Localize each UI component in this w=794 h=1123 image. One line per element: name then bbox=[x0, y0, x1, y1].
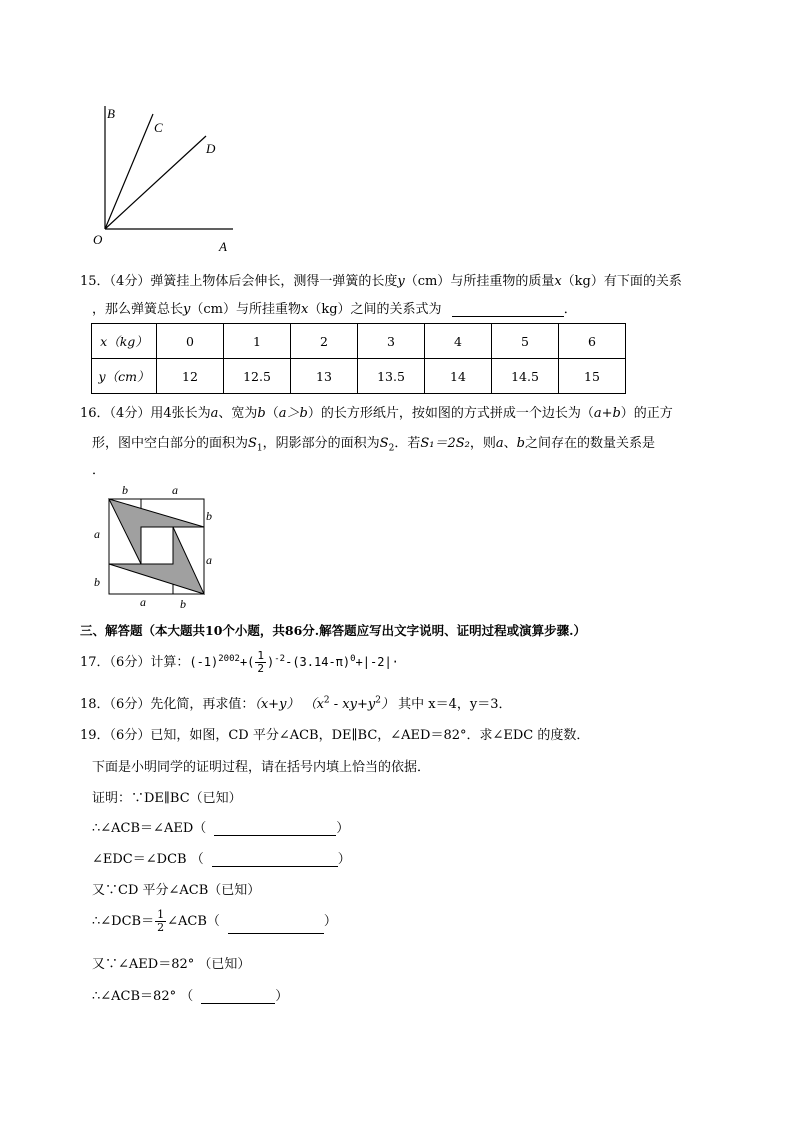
q16-line3: ． bbox=[92, 463, 106, 478]
q16-equation: S₁＝2S₂ bbox=[420, 436, 470, 451]
q19-score: （6分） bbox=[109, 728, 151, 743]
q16-text: （ bbox=[265, 406, 279, 421]
table-row-x bbox=[92, 324, 626, 359]
table-row-y bbox=[92, 359, 626, 394]
var-a: a bbox=[210, 406, 219, 421]
x-cell: 1 bbox=[224, 324, 291, 359]
term-minus-one: (-1) bbox=[189, 655, 219, 669]
q16-text: ．若 bbox=[394, 436, 421, 451]
var-y: y bbox=[183, 302, 191, 317]
var-x: x bbox=[554, 274, 562, 289]
q16-text: 、 bbox=[503, 436, 517, 451]
sub-1: 1 bbox=[256, 443, 263, 454]
q15-text: 弹簧挂上物体后会伸长，测得一弹簧的长度 bbox=[150, 274, 398, 289]
x-cell: 2 bbox=[291, 324, 358, 359]
unit-cm: （cm） bbox=[404, 274, 451, 289]
label-c: C bbox=[154, 120, 163, 135]
q15-period: ． bbox=[563, 302, 577, 317]
label-b: B bbox=[107, 106, 115, 121]
proof-step-2 bbox=[92, 817, 349, 836]
q18-factor2: - xy+y bbox=[329, 697, 376, 712]
sub-2: 2 bbox=[388, 443, 395, 454]
proof-step-6: 又∵∠AED＝82° （已知） bbox=[92, 957, 251, 972]
proof-text: ∴∠ACB＝∠AED（ bbox=[92, 821, 207, 836]
q17-expression bbox=[189, 649, 399, 675]
q18-factor2: （x bbox=[303, 697, 324, 712]
q18 bbox=[80, 693, 511, 712]
ray-oc bbox=[105, 114, 153, 229]
y-cell: 13 bbox=[291, 359, 358, 394]
q18-factor1: （x+y） bbox=[254, 697, 300, 712]
label-left-a: a bbox=[94, 527, 100, 541]
exp-2002: 2002 bbox=[218, 654, 240, 664]
reason-blank-2[interactable] bbox=[212, 852, 338, 867]
label-bottom-a: a bbox=[140, 595, 146, 609]
paren-close: ） bbox=[275, 989, 289, 1004]
q19-text: 已知，如图，CD 平分∠ACB，DE∥BC，∠AED＝82°．求∠EDC 的度数． bbox=[150, 728, 590, 743]
angle-figure bbox=[88, 100, 248, 258]
frac-den: 2 bbox=[157, 921, 165, 934]
sup-2: 2 bbox=[323, 695, 330, 706]
reason-blank-1[interactable] bbox=[214, 821, 336, 836]
q16-line1 bbox=[80, 402, 673, 421]
label-right-b: b bbox=[206, 509, 212, 523]
label-o: O bbox=[93, 232, 103, 247]
unit-cm: （cm） bbox=[190, 302, 236, 317]
shaded-region-bottom bbox=[109, 527, 204, 594]
proof-text: ∴∠ACB＝82° （ bbox=[92, 989, 194, 1004]
q18-text: 先化简，再求值： bbox=[150, 697, 255, 712]
q16-text: 之间存在的数量关系是 bbox=[524, 436, 655, 451]
q16-text: ，则 bbox=[469, 436, 496, 451]
x-cell: 6 bbox=[559, 324, 626, 359]
shaded-region-top bbox=[109, 499, 204, 564]
proof-step-5 bbox=[92, 909, 337, 934]
q18-factor2: ） bbox=[380, 697, 394, 712]
unit-kg: （kg） bbox=[308, 302, 351, 317]
q17-score: （6分） bbox=[109, 655, 151, 670]
q18-number: 18． bbox=[80, 697, 110, 712]
var-x: x bbox=[301, 302, 309, 317]
var-y: y bbox=[397, 274, 405, 289]
unit-kg: （kg） bbox=[561, 274, 604, 289]
fraction-half bbox=[155, 909, 166, 934]
exp-0: 0 bbox=[350, 654, 356, 664]
var-s2: S bbox=[379, 436, 389, 451]
exp-minus-2: -2 bbox=[274, 654, 286, 664]
y-cell: 12.5 bbox=[224, 359, 291, 394]
frac-num: 1 bbox=[257, 649, 265, 662]
label-bottom-b: b bbox=[180, 597, 186, 611]
q16-side: a+b bbox=[593, 406, 621, 421]
proof-text: ∠ACB（ bbox=[167, 914, 220, 929]
q16-text: 、宽为 bbox=[218, 406, 258, 421]
x-cell: 0 bbox=[157, 324, 224, 359]
row-label-y: y（cm） bbox=[92, 359, 157, 394]
proof-text: ∠EDC＝∠DCB （ bbox=[92, 852, 204, 867]
row-label-x: x（kg） bbox=[92, 324, 157, 359]
q17-text: 计算： bbox=[150, 655, 190, 670]
q15-number: 15． bbox=[80, 274, 110, 289]
q15-table bbox=[91, 323, 626, 394]
q16-score: （4分） bbox=[109, 406, 151, 421]
proof-step-4: 又∵CD 平分∠ACB（已知） bbox=[92, 883, 261, 898]
q16-text: 形，图中空白部分的面积为 bbox=[92, 436, 249, 451]
term-abs: +|-2|· bbox=[355, 655, 399, 669]
square-figure bbox=[88, 482, 220, 612]
q15-line2 bbox=[92, 298, 577, 317]
q18-condition: 其中 x＝4，y＝3． bbox=[398, 697, 512, 712]
proof-step-7 bbox=[92, 985, 288, 1004]
q18-score: （6分） bbox=[109, 697, 151, 712]
q15-text: 与所挂重物 bbox=[235, 302, 301, 317]
label-a: A bbox=[219, 239, 227, 254]
proof-step-3 bbox=[92, 848, 351, 867]
q16-text: 用4张长为 bbox=[150, 406, 211, 421]
q16-text: ）的长方形纸片，按如图的方式拼成一个边长为（ bbox=[307, 406, 594, 421]
var-b: b bbox=[257, 406, 266, 421]
term-plus: +( bbox=[239, 655, 255, 669]
label-left-b: b bbox=[94, 575, 100, 589]
proof-step-1: 证明：∵DE∥BC（已知） bbox=[92, 791, 242, 806]
x-cell: 5 bbox=[492, 324, 559, 359]
q17 bbox=[80, 650, 399, 675]
var-s1: S bbox=[248, 436, 257, 451]
var-a: a bbox=[495, 436, 504, 451]
proof-text: ∴∠DCB＝ bbox=[92, 914, 155, 929]
reason-blank-4[interactable] bbox=[201, 989, 275, 1004]
y-cell: 12 bbox=[157, 359, 224, 394]
q15-text: 之间的关系式为 bbox=[350, 302, 442, 317]
fraction-half bbox=[255, 650, 266, 675]
q19 bbox=[80, 724, 589, 743]
label-top-a: a bbox=[172, 483, 178, 497]
sup-2: 2 bbox=[375, 695, 381, 706]
y-cell: 15 bbox=[559, 359, 626, 394]
frac-num: 1 bbox=[157, 908, 165, 921]
y-cell: 14 bbox=[425, 359, 492, 394]
q16-text: ，阴影部分的面积为 bbox=[262, 436, 380, 451]
q15-text: 有下面的关系 bbox=[603, 274, 682, 289]
q15-answer-blank[interactable] bbox=[452, 302, 564, 317]
term-close: ) bbox=[267, 655, 275, 669]
q19-intro: 下面是小明同学的证明过程，请在括号内填上恰当的依据． bbox=[92, 760, 431, 775]
y-cell: 14.5 bbox=[492, 359, 559, 394]
x-cell: 3 bbox=[358, 324, 425, 359]
var-b: b bbox=[516, 436, 525, 451]
q16-text: ）的正方 bbox=[620, 406, 673, 421]
q16-number: 16． bbox=[80, 406, 110, 421]
y-cell: 13.5 bbox=[358, 359, 425, 394]
q16-condition: a＞b bbox=[278, 406, 308, 421]
q15-text: ，那么弹簧总长 bbox=[92, 302, 184, 317]
x-cell: 4 bbox=[425, 324, 492, 359]
q19-number: 19． bbox=[80, 728, 110, 743]
q15-line1 bbox=[80, 270, 682, 289]
label-top-b: b bbox=[122, 483, 128, 497]
paren-close: ） bbox=[337, 852, 351, 867]
ray-od bbox=[105, 136, 206, 229]
q16-line2 bbox=[92, 432, 655, 454]
reason-blank-3[interactable] bbox=[228, 919, 324, 934]
paren-close: ） bbox=[323, 914, 337, 929]
label-d: D bbox=[206, 141, 216, 156]
paren-close: ） bbox=[336, 821, 350, 836]
frac-den: 2 bbox=[257, 662, 265, 675]
label-right-a: a bbox=[206, 553, 212, 567]
section-heading: 三、解答题（本大题共10个小题，共86分.解答题应写出文字说明、证明过程或演算步骤.） bbox=[80, 623, 586, 638]
q17-number: 17． bbox=[80, 655, 110, 670]
term-pi: -(3.14-π) bbox=[285, 655, 351, 669]
q15-text: 与所挂重物的质量 bbox=[450, 274, 555, 289]
q15-score: （4分） bbox=[109, 274, 151, 289]
